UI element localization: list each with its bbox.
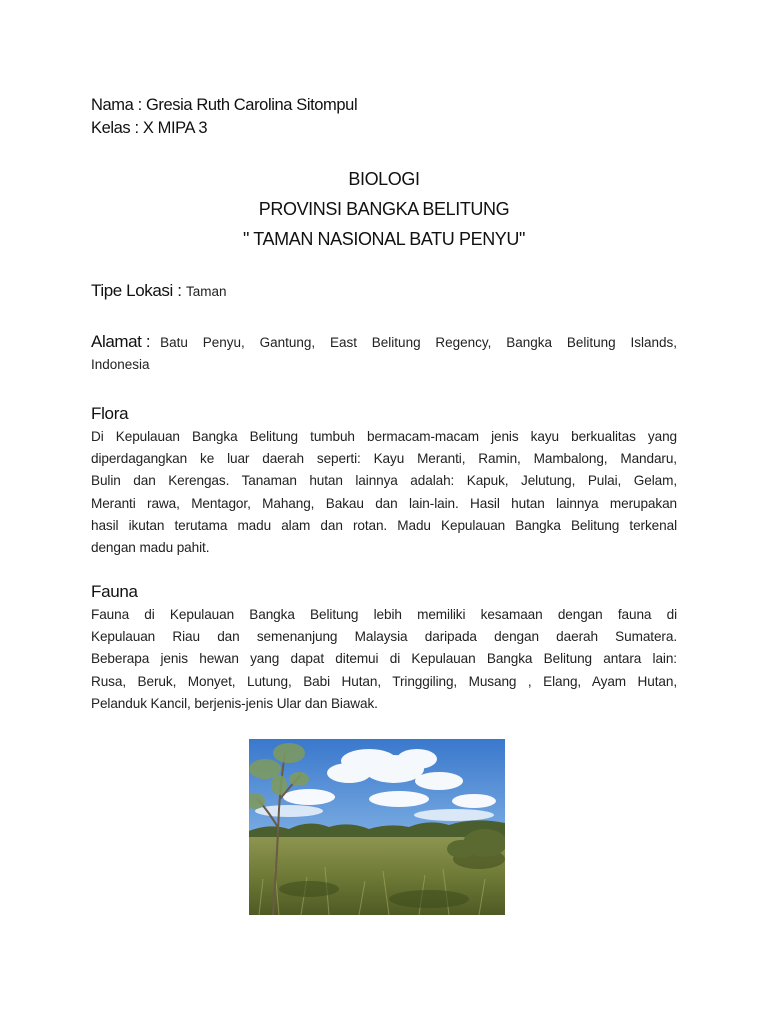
- subject-title: BIOLOGI: [348, 169, 420, 189]
- flora-line: Meranti rawa, Mentagor, Mahang, Bakau dan lain-lain. Hasil hutan lainnya merupakan: [91, 495, 677, 511]
- fauna-line: Rusa, Beruk, Monyet, Lutung, Babi Hutan, Tringgiling, Musang , Elang, Ayam Hutan,: [91, 673, 677, 689]
- location-type-label: Tipe Lokasi :: [91, 281, 182, 300]
- fauna-paragraph: [91, 604, 677, 715]
- fauna-line: Kepulauan Riau dan semenanjung Malaysia daripada dengan daerah Sumatera.: [91, 629, 677, 645]
- province-title: PROVINSI BANGKA BELITUNG: [258, 199, 510, 219]
- flora-line: dengan madu pahit.: [91, 540, 210, 556]
- flora-line: hasil ikutan terutama madu alam dan rotan. Madu Kepulauan Bangka Belitung terkenal: [91, 517, 677, 533]
- flora-line: diperdagangkan ke luar daerah seperti: Kayu Meranti, Ramin, Mambalong, Mandaru,: [91, 451, 677, 467]
- park-title: " TAMAN NASIONAL BATU PENYU": [243, 229, 525, 249]
- location-type-value: Taman: [186, 284, 227, 299]
- flora-heading: Flora: [91, 404, 129, 423]
- address-value-line1: Batu Penyu, Gantung, East Belitung Regency, Bangka Belitung Islands,: [160, 335, 677, 350]
- student-name: Nama : Gresia Ruth Carolina Sitompul: [91, 96, 358, 114]
- fauna-line: Pelanduk Kancil, berjenis-jenis Ular dan Biawak.: [91, 695, 378, 711]
- location-type: [91, 280, 677, 303]
- flora-line: Bulin dan Kerengas. Tanaman hutan lainnya adalah: Kapuk, Jelutung, Pulai, Gelam,: [91, 473, 677, 489]
- fauna-line: Fauna di Kepulauan Bangka Belitung lebih memiliki kesamaan dengan fauna di: [91, 607, 677, 622]
- address-label: Alamat :: [91, 332, 151, 351]
- grassland-landscape-photo: [249, 739, 505, 915]
- address: [91, 331, 677, 376]
- flora-line: Di Kepulauan Bangka Belitung tumbuh bermacam-macam jenis kayu berkualitas yang: [91, 429, 677, 444]
- address-value-line2: Indonesia: [91, 357, 150, 372]
- flora-paragraph: [91, 426, 677, 559]
- fauna-heading: Fauna: [91, 582, 138, 601]
- student-class: Kelas : X MIPA 3: [91, 119, 208, 137]
- document-page: [91, 0, 677, 1024]
- fauna-line: Beberapa jenis hewan yang dapat ditemui di Kepulauan Bangka Belitung antara lain:: [91, 651, 677, 667]
- document-title-block: [91, 164, 677, 254]
- student-info: [91, 94, 357, 140]
